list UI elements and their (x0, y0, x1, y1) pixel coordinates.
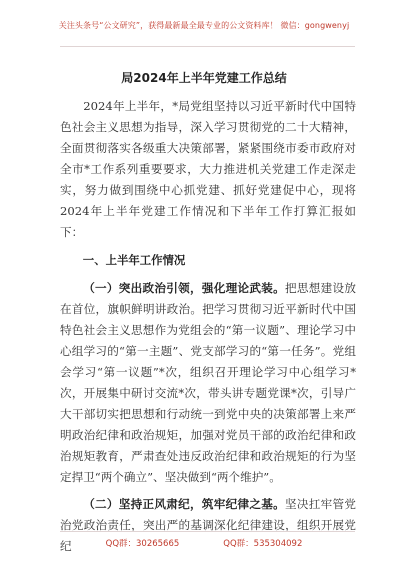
item-paragraph-1 (60, 278, 356, 488)
document-body (60, 96, 356, 557)
promo-banner: 关注头条号“公文研究”，获得最新最全最专业的公文资料库！ 微信：gongwenyj (58, 21, 350, 30)
item-text-2: 坚决扛牢管党治党政治责任，突出严的基调深化纪律建设，组织开展党纪 (60, 497, 356, 553)
item-text-1: 把思想建设放在首位，旗帜鲜明讲政治。把学习贯彻习近平新时代中国特色社会主义思想作为党组会的“第一议题”、理论学习中心组学习的“第一主题”、党支部学习的“第一任务”。党组会学习“第一议题”*次，组织召开理论学习中心组学习*次，开展集中研讨交流*次，带头讲专题党课*次，引导广大干部切实把思想和行动统一到党中央的决策部署上来严明政治纪律和政治规矩，加强对党员干部的政治纪律和政治规矩教育，严肃查处违反政治纪律和政治规矩的行为坚定捍卫“两个确立”、坚决做到“两个维护”。 (60, 281, 356, 484)
intro-paragraph: 2024年上半年，*局党组坚持以习近平新时代中国特色社会主义思想为指导，深入学习贯彻党的二十大精神，全面贯彻落实各级重大决策部署，紧紧围绕市委市政府对全市*工作系列重要要求，大力推进机关党建工作走深走实，努力做到围绕中心抓党建、抓好党建促中心，现将2024年上半年党建工作情况和下半年工作打算汇报如下： (60, 99, 356, 239)
header-divider (60, 46, 355, 47)
qq-group-1: QQ群：30265665 (105, 539, 180, 549)
footer-divider (60, 531, 355, 532)
item-lead-2: （二）坚持正风肃纪，筑牢纪律之基。 (83, 497, 286, 511)
qq-group-2: QQ群：535304092 (223, 539, 303, 549)
section-heading: 一、上半年工作情况 (82, 253, 186, 267)
item-lead-1: （一）突出政治引领，强化理论武装。 (83, 281, 286, 295)
document-title: 局2024年上半年党建工作总结 (121, 71, 287, 85)
footer-contacts (0, 537, 408, 549)
